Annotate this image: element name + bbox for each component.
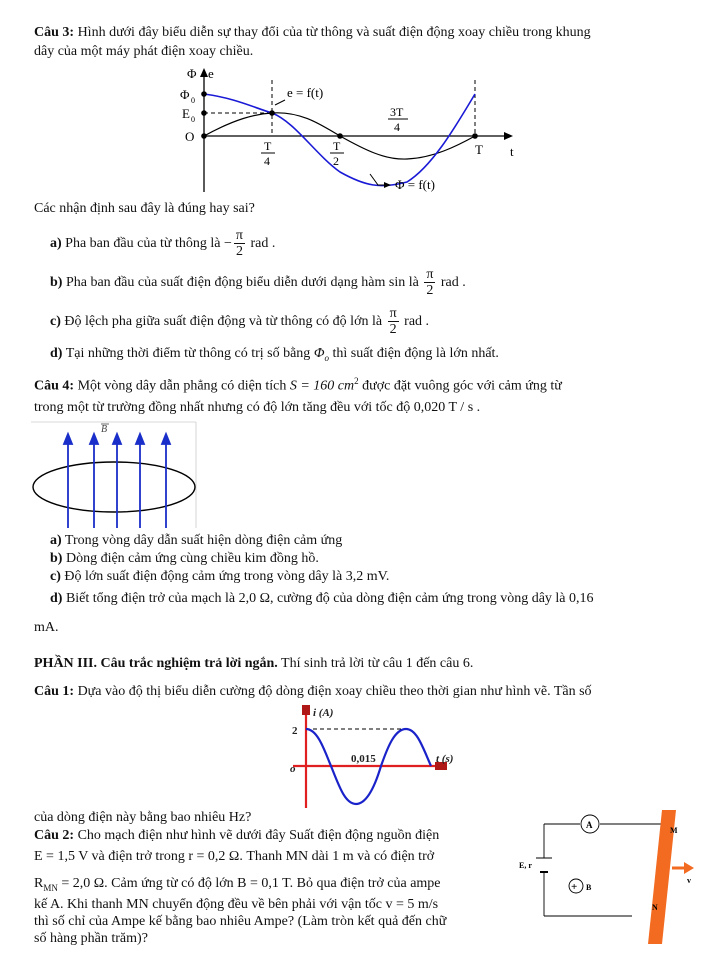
p3q2-line-1	[34, 828, 439, 844]
q3-c-den: 2	[389, 322, 397, 338]
velocity-label: v	[687, 876, 691, 885]
q3-b-label: b)	[50, 275, 63, 290]
p3q1-line-2: của dòng điện này bằng bao nhiêu Hz?	[34, 810, 252, 825]
q3-a-unit: rad .	[246, 236, 276, 251]
q3-d-phi: Φ	[313, 346, 325, 361]
p3q2-r-sub: MN	[43, 882, 58, 893]
q3-label: Câu 3:	[34, 25, 75, 40]
p3q1-line-1	[34, 683, 592, 701]
q3-c-frac	[388, 306, 399, 337]
q3-c-label: c)	[50, 314, 61, 329]
T-label: T	[475, 142, 483, 157]
T-dot	[472, 133, 478, 139]
source-label: E, r	[519, 861, 532, 870]
p3q2-line-5: thì số chỉ của Ampe kế bằng bao nhiêu Ampe? (Làm tròn kết quả đến chữ	[34, 914, 447, 929]
q3-a	[50, 227, 275, 261]
q4-c-label: c)	[50, 569, 61, 584]
i-axis-label: i (A)	[313, 707, 334, 719]
p3q2-line-4: kế A. Khi thanh MN chuyển động đều về bên phải với vận tốc v = 5 m/s	[34, 897, 439, 912]
q3-b-frac	[424, 267, 435, 298]
t-arrow-icon	[504, 132, 513, 140]
e0-label: E	[182, 106, 190, 121]
field-arrow-5-icon	[162, 434, 170, 444]
n-label: N	[652, 903, 658, 912]
q4-b	[50, 551, 319, 567]
q3-c-unit: rad .	[400, 314, 430, 329]
field-arrow-2-icon	[90, 434, 98, 444]
t-label: t	[510, 144, 514, 159]
q3-a-label: a)	[50, 236, 62, 251]
q4-d	[50, 590, 594, 608]
t4-dot	[269, 110, 275, 116]
phi-axis-label: Φ	[187, 66, 197, 81]
circuit-diagram	[514, 808, 704, 948]
b-field-lines	[64, 434, 170, 528]
q4-line-1	[34, 372, 562, 396]
q4-c-text: Độ lớn suất điện động cảm ứng trong vòng dây là 3,2 mV.	[60, 569, 390, 584]
q4-formula-sup: 2	[354, 376, 359, 386]
t-axis-label: t (s)	[436, 753, 454, 765]
e0-sub: 0	[191, 115, 195, 124]
p3q2-label: Câu 2:	[34, 828, 75, 843]
t34-den: 4	[394, 120, 400, 134]
q3-c	[50, 305, 429, 339]
q3-a-text: Pha ban đầu của từ thông là	[61, 236, 224, 251]
y-arrow-icon	[200, 68, 208, 77]
phi-func-arrow-icon	[384, 182, 391, 188]
q4-b-label: b)	[50, 551, 63, 566]
phi0-sub: 0	[191, 96, 195, 105]
e-axis-label: e	[208, 66, 214, 81]
i-axis-arrow-icon	[302, 705, 310, 715]
t4-den: 4	[264, 154, 270, 168]
q3-text-1: Hình dưới đây biểu diễn sự thay đổi của từ thông và suất điện động xoay chiều trong khung	[74, 25, 591, 40]
t34-num: 3T	[390, 105, 404, 119]
t4-num: T	[264, 139, 272, 153]
q3-text-2: dây của một máy phát điện xoay chiều.	[34, 44, 254, 59]
phi0-dot	[201, 91, 207, 97]
velocity-arrow-icon	[684, 862, 694, 874]
m-label: M	[670, 826, 678, 835]
q4-d-r: 2,0 Ω	[238, 591, 270, 606]
b-vector-label: B	[101, 424, 108, 435]
q4-formula: S = 160 cm	[289, 378, 355, 394]
p3q1-graph	[285, 702, 470, 810]
q3-line-2	[34, 43, 253, 61]
q3-a-den: 2	[235, 244, 243, 260]
q3-c-text: Độ lệch pha giữa suất điện động và từ thông có độ lớn là	[60, 314, 386, 329]
p3q2-line-2: E = 1,5 V và điện trở trong r = 0,2 Ω. Thanh MN dài 1 m và có điện trở	[34, 849, 435, 864]
origin-label: O	[185, 129, 195, 144]
part3-heading: PHẦN III. Câu trắc nghiệm trả lời ngắn.	[34, 656, 278, 671]
part3-text: Thí sinh trả lời từ câu 1 đến câu 6.	[277, 656, 474, 671]
t-value-label: 0,015	[351, 753, 376, 765]
q3-d-text-2: thì suất điện động là lớn nhất.	[328, 346, 499, 361]
q3-b-text: Pha ban đầu của suất điện động biểu diễn dưới dạng hàm sin là	[62, 275, 423, 290]
q4-a	[50, 533, 342, 549]
origin-label: o	[290, 763, 296, 775]
q4-label: Câu 4:	[34, 378, 75, 394]
ammeter-label: A	[586, 820, 593, 830]
q3-d	[50, 345, 499, 367]
q4-a-label: a)	[50, 533, 62, 548]
q4-d-line-2: mA.	[34, 620, 59, 635]
b-field-label: B	[586, 883, 592, 892]
e-func-label: e = f(t)	[287, 85, 324, 100]
q3-c-num: π	[389, 306, 397, 322]
q3-b-unit: rad .	[437, 275, 466, 290]
q4-d-text-1: Biết tổng điện trở của mạch là	[62, 591, 239, 606]
q4-a-text: Trong vòng dây dẫn suất hiện dòng điện cảm ứng	[61, 533, 343, 548]
q3-graph	[175, 64, 520, 200]
q3-d-text-1: Tại những thời điểm từ thông có trị số bằng	[62, 346, 314, 361]
wire-loop	[33, 462, 195, 512]
p3q2-line-6: số hàng phần trăm)?	[34, 931, 148, 946]
q3-b-den: 2	[426, 283, 434, 299]
q4-d-label: d)	[50, 591, 63, 606]
q3-a-num: π	[235, 228, 243, 244]
q3-d-label: d)	[50, 346, 63, 361]
e0-dot	[201, 110, 207, 116]
phi-func-label: Φ = f(t)	[395, 177, 435, 192]
part3-heading-line	[34, 655, 473, 673]
origin-dot	[201, 133, 207, 139]
q4-text-1: Một vòng dây dẫn phẳng có diện tích	[74, 378, 290, 394]
field-arrow-1-icon	[64, 434, 72, 444]
q4-loop-diagram	[30, 420, 202, 530]
q3-a-frac	[234, 228, 245, 259]
q3-d-sub: o	[324, 352, 329, 363]
q4-c	[50, 569, 389, 585]
p3q2-line-1-text: Cho mạch điện như hình vẽ dưới đây Suất điện động nguồn điện	[74, 828, 440, 843]
field-arrow-3-icon	[113, 434, 121, 444]
q4-d-text-2: , cường độ của dòng điện cảm ứng trong vòng dây là 0,16	[270, 591, 594, 606]
p3q1-label: Câu 1:	[34, 684, 75, 699]
phi0-label: Φ	[180, 87, 190, 102]
q3-line-1	[34, 24, 591, 42]
y-2-label: 2	[292, 725, 298, 737]
t2-num: T	[333, 139, 341, 153]
p3q2-line-3-text: = 2,0 Ω. Cảm ứng từ có độ lớn B = 0,1 T. Bỏ qua điện trở của ampe	[57, 876, 441, 891]
t2-den: 2	[333, 154, 339, 168]
q3-b	[50, 266, 466, 300]
q4-b-text: Dòng điện cảm ứng cùng chiều kim đồng hồ.	[62, 551, 319, 566]
e-func-pointer	[275, 100, 285, 105]
b-field-plus: +	[571, 881, 578, 893]
q4-line-2: trong một từ trường đồng nhất nhưng có độ lớn tăng đều với tốc độ 0,020 T / s .	[34, 400, 481, 415]
q3-a-minus: −	[224, 236, 232, 251]
q3-prompt: Các nhận định sau đây là đúng hay sai?	[34, 201, 255, 216]
p3q1-text-1: Dựa vào độ thị biểu diễn cường độ dòng điện xoay chiều theo thời gian như hình vẽ. Tần số	[74, 684, 592, 699]
p3q2-line-3	[34, 875, 441, 897]
t2-dot	[337, 133, 343, 139]
q4-text-2: được đặt vuông góc với cảm ứng từ	[358, 378, 562, 394]
field-arrow-4-icon	[136, 434, 144, 444]
p3q2-r-label: R	[34, 876, 44, 891]
q3-b-num: π	[426, 267, 434, 283]
